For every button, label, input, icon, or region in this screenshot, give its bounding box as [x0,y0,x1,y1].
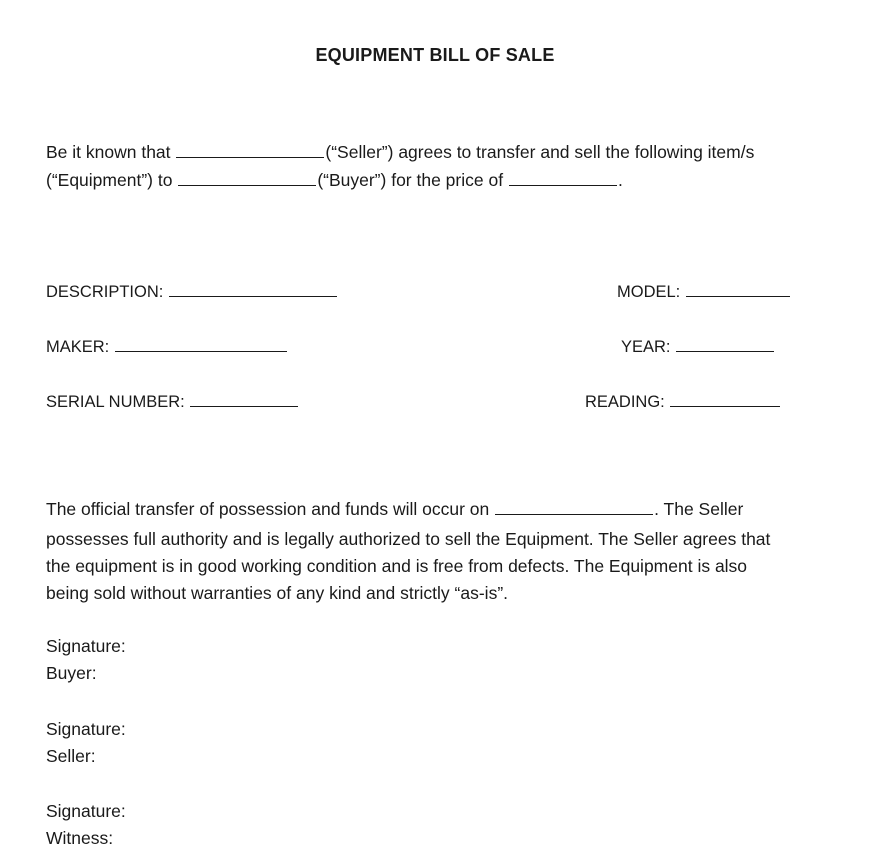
witness-signature-label: Signature: [46,801,126,821]
model-field [617,280,791,302]
price-blank[interactable] [509,167,617,186]
transfer-line-1 [46,496,816,523]
year-label: YEAR: [621,338,671,356]
maker-label: MAKER: [46,338,110,356]
transfer-date-blank[interactable] [495,496,653,515]
document-title: EQUIPMENT BILL OF SALE [315,45,555,65]
intro-line-2 [46,166,816,194]
seller-role-label: Seller: [46,746,96,766]
maker-field [46,335,288,357]
intro-period: . [617,170,623,190]
transfer-line-4: being sold without warranties of any kind and strictly “as-is”. [46,583,509,603]
intro-text: Be it known that [46,142,171,162]
description-field [46,280,338,302]
buyer-signature-label: Signature: [46,636,126,656]
witness-role-label: Witness: [46,828,114,848]
serial-number-label: SERIAL NUMBER: [46,393,185,411]
intro-line-1 [46,138,816,166]
transfer-paragraph [46,496,816,607]
intro-equipment-text: (“Equipment”) to [46,170,173,190]
seller-signature-label: Signature: [46,719,126,739]
maker-blank[interactable] [115,335,287,352]
transfer-seller-text: . The Seller [654,499,744,519]
model-blank[interactable] [686,280,790,297]
reading-field [585,390,781,412]
reading-label: READING: [585,393,665,411]
buyer-signature-block [46,633,126,687]
description-blank[interactable] [169,280,337,297]
transfer-line-3: the equipment is in good working condition and is free from defects. The Equipment is also [46,556,748,576]
year-field [621,335,775,357]
transfer-line-2: possesses full authority and is legally authorized to sell the Equipment. The Seller agrees that [46,529,771,549]
model-label: MODEL: [617,283,681,301]
intro-buyer-text: (“Buyer”) for the price of [317,170,504,190]
description-label: DESCRIPTION: [46,283,164,301]
intro-paragraph [46,138,816,194]
buyer-name-blank[interactable] [178,167,316,186]
year-blank[interactable] [676,335,774,352]
witness-signature-block [46,798,126,852]
transfer-text: The official transfer of possession and funds will occur on [46,499,490,519]
serial-number-field [46,390,299,412]
reading-blank[interactable] [670,390,780,407]
seller-name-blank[interactable] [176,139,324,158]
buyer-role-label: Buyer: [46,663,97,683]
serial-number-blank[interactable] [190,390,298,407]
seller-signature-block [46,716,126,770]
intro-seller-text: (“Seller”) agrees to transfer and sell the following item/s [325,142,755,162]
